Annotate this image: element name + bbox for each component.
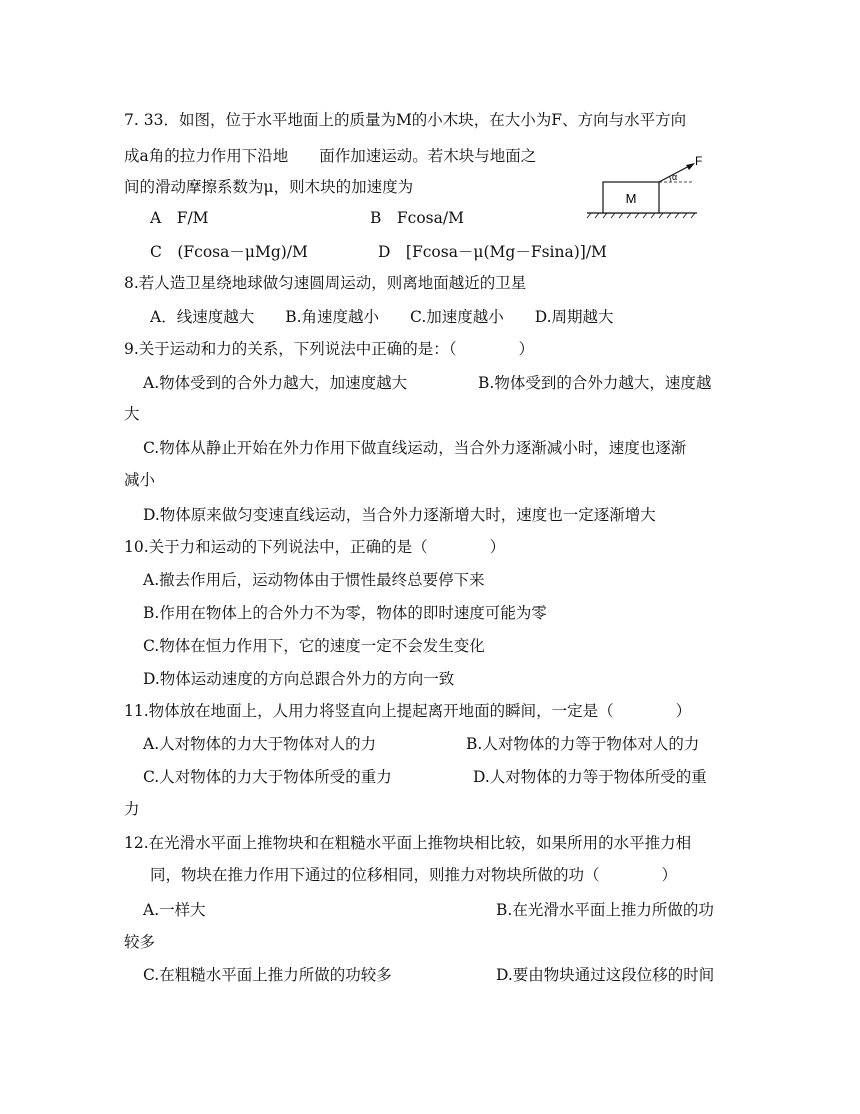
force-label: F (695, 155, 703, 168)
q9-option-a: A.物体受到的合外力越大，加速度越大 (143, 374, 408, 392)
q12-stem: 12.在光滑水平面上推物块和在粗糙水平面上推物块相比较，如果所用的水平推力相 (124, 834, 692, 852)
q11-option-c: C.人对物体的力大于物体所受的重力 (143, 768, 392, 786)
q7-stem-line-3: 间的滑动摩擦系数为μ，则木块的加速度为 (124, 178, 414, 196)
q11-option-d-continued: 力 (124, 800, 140, 818)
q11-stem: 11.物体放在地面上，人用力将竖直向上提起离开地面的瞬间，一定是（ ） (124, 702, 692, 720)
q7-stem-line-1: 7. 33．如图，位于水平地面上的质量为M的小木块，在大小为F、方向与水平方向 (124, 111, 687, 129)
angle-arc (670, 177, 672, 183)
q7-stem-line-2: 成a角的拉力作用下沿地 面作加速运动。若木块与地面之 (124, 147, 537, 165)
q9-option-c-continued: 减小 (124, 471, 156, 489)
q7-block-force-diagram (585, 155, 705, 220)
q10-option-d: D.物体运动速度的方向总跟合外力的方向一致 (143, 670, 455, 688)
q11-option-a: A.人对物体的力大于物体对人的力 (143, 735, 377, 753)
q10-option-a: A.撤去作用后，运动物体由于惯性最终总要停下来 (143, 571, 485, 589)
ground-hatching (587, 213, 695, 218)
q7-option-a: A F/M (150, 209, 209, 227)
q12-stem-continued: 同，物块在推力作用下通过的位移相同，则推力对物块所做的功（ ） (150, 866, 678, 884)
q9-option-b-continued: 大 (124, 405, 140, 423)
q11-option-d: D.人对物体的力等于物体所受的重 (473, 768, 707, 786)
q8-options: A．线速度越大 B.角速度越小 C.加速度越小 D.周期越大 (150, 308, 614, 326)
q12-option-c: C.在粗糙水平面上推力所做的功较多 (143, 966, 392, 984)
q9-option-b: B.物体受到的合外力越大，速度越 (478, 374, 712, 392)
q12-option-b-continued: 较多 (124, 933, 156, 951)
q7-option-d: D [Fcosa－μ(Mg－Fsina)]/M (378, 243, 607, 261)
q10-stem: 10.关于力和运动的下列说法中，正确的是（ ） (124, 538, 506, 556)
angle-label: α (672, 172, 678, 182)
block-label: M (625, 191, 637, 206)
q12-option-b: B.在光滑水平面上推力所做的功 (496, 901, 714, 919)
force-arrowhead (686, 163, 695, 170)
q8-stem: 8.若人造卫星绕地球做匀速圆周运动，则离地面越近的卫星 (124, 274, 527, 292)
q9-stem: 9.关于运动和力的关系，下列说法中正确的是：（ ） (124, 340, 535, 358)
q9-option-c: C.物体从静止开始在外力作用下做直线运动，当合外力逐渐减小时，速度也逐渐 (143, 439, 687, 457)
q9-option-d: D.物体原来做匀变速直线运动，当合外力逐渐增大时，速度也一定逐渐增大 (143, 506, 656, 524)
q10-option-b: B.作用在物体上的合外力不为零，物体的即时速度可能为零 (143, 604, 547, 622)
q12-option-a: A.一样大 (143, 901, 206, 919)
q7-option-c: C (Fcosa－μMg)/M (150, 243, 308, 261)
q11-option-b: B.人对物体的力等于物体对人的力 (466, 735, 700, 753)
q10-option-c: C.物体在恒力作用下，它的速度一定不会发生变化 (143, 637, 485, 655)
q7-option-b: B Fcosa/M (370, 209, 464, 227)
q12-option-d: D.要由物块通过这段位移的时间 (496, 966, 715, 984)
